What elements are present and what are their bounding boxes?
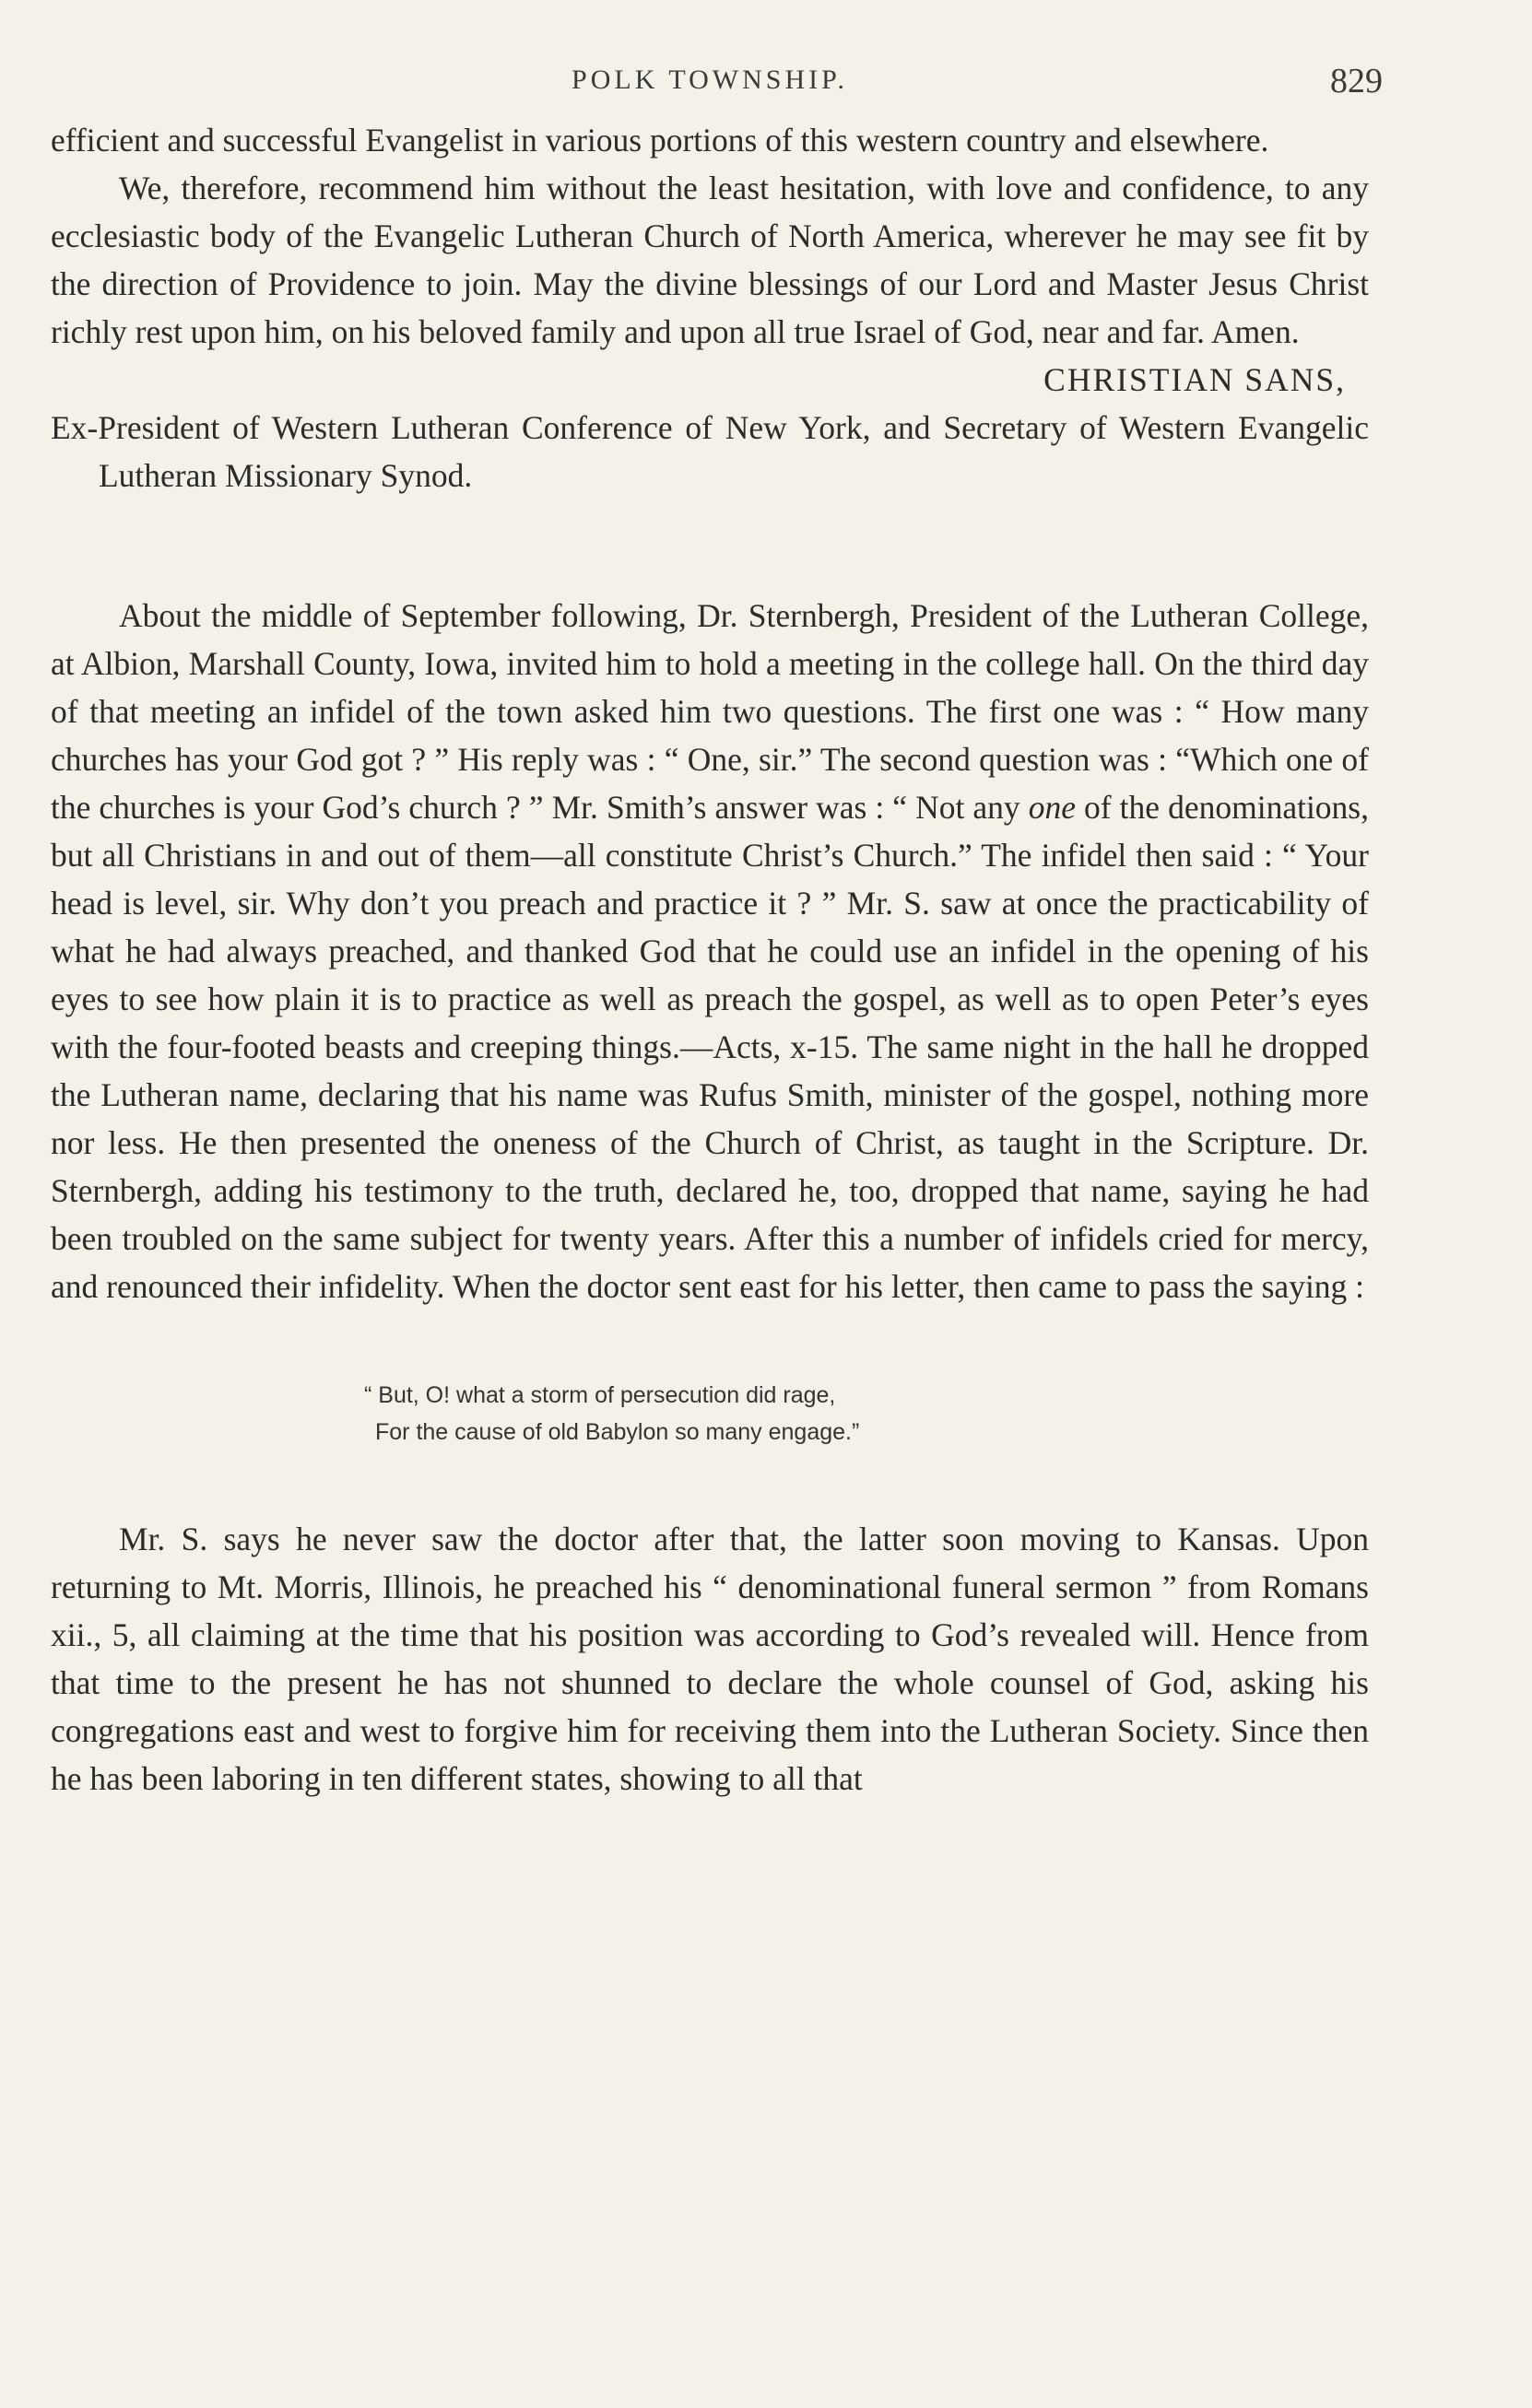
poem-line: “ But, O! what a storm of persecution did rage, bbox=[364, 1382, 836, 1408]
signature-name: CHRISTIAN SANS, bbox=[1043, 361, 1346, 398]
running-head: POLK TOWNSHIP. bbox=[572, 65, 848, 95]
paragraph-text-part: About the middle of September following, Dr. Sternbergh, President of the Lutheran College, at Albion, Marshall County, Iowa, invited him to hold a meeting in the college hall. On the third day of that meeting an infidel of the town asked him two questions. The first one was : “ How many churches has your God got ? ” His reply was : “ One, sir.” The second question was : “Which one of the churches is your God’s church ? ” Mr. Smith’s answer was : “ Not any bbox=[51, 597, 1369, 826]
paragraph-recommendation: We, therefore, recommend him without the least hesitation, with love and confidence, to any ecclesiastic body of the Evangelic Lutheran Church of North America, wherever he may see fit by the direction of Providence to join. May the divine blessings of our Lord and Master Jesus Christ richly rest upon him, on his beloved family and upon all true Israel of God, near and far. Amen. bbox=[51, 170, 1369, 350]
section-gap bbox=[51, 499, 1369, 592]
paragraph-continuation: efficient and successful Evangelist in various portions of this western country and elsewhere. bbox=[51, 122, 1269, 159]
paragraph-kansas: Mr. S. says he never saw the doctor after that, the latter soon moving to Kansas. Upon returning to Mt. Morris, Illinois, he preached his “ denominational funeral sermon ” from Romans xii., 5, all claiming at the time that his position was according to God’s revealed will. Hence from that time to the present he has not shunned to declare the whole counsel of God, asking his congregations east and west to forgive him for receiving them into the Lutheran Society. Since then he has been laboring in ten different states, showing to all that bbox=[51, 1521, 1369, 1797]
poem-quote bbox=[51, 1377, 1369, 1451]
paragraph-september-meeting bbox=[51, 592, 1369, 1310]
book-page bbox=[51, 62, 1383, 1803]
poem-line: For the cause of old Babylon so many engage.” bbox=[375, 1419, 860, 1445]
signature-title: Ex-President of Western Lutheran Conference of New York, and Secretary of Western Evangelic Lutheran Missionary Synod. bbox=[51, 409, 1369, 494]
page-header bbox=[51, 62, 1383, 116]
paragraph-text-part: of the denominations, but all Christians in and out of them—all constitute Christ’s Church.” The infidel then said : “ Your head is level, sir. Why don’t you preach and practice it ? ” Mr. S. saw at once the practicability of what he had always preached, and thanked God that he could use an infidel in the opening of his eyes to see how plain it is to practice as well as preach the gospel, as well as to open Peter’s eyes with the four-footed beasts and creeping things.—Acts, x-15. The same night in the hall he dropped the Lutheran name, declaring that his name was Rufus Smith, minister of the gospel, nothing more nor less. He then presented the oneness of the Church of Christ, as taught in the Scripture. Dr. Sternbergh, adding his testimony to the truth, declared he, too, dropped that name, saying he had been troubled on the same subject for twenty years. After this a number of infidels cried for mercy, and renounced their infidelity. When the doctor sent east for his letter, then came to pass the saying : bbox=[51, 789, 1369, 1305]
page-number: 829 bbox=[1330, 62, 1383, 100]
italic-word: one bbox=[1028, 789, 1076, 826]
